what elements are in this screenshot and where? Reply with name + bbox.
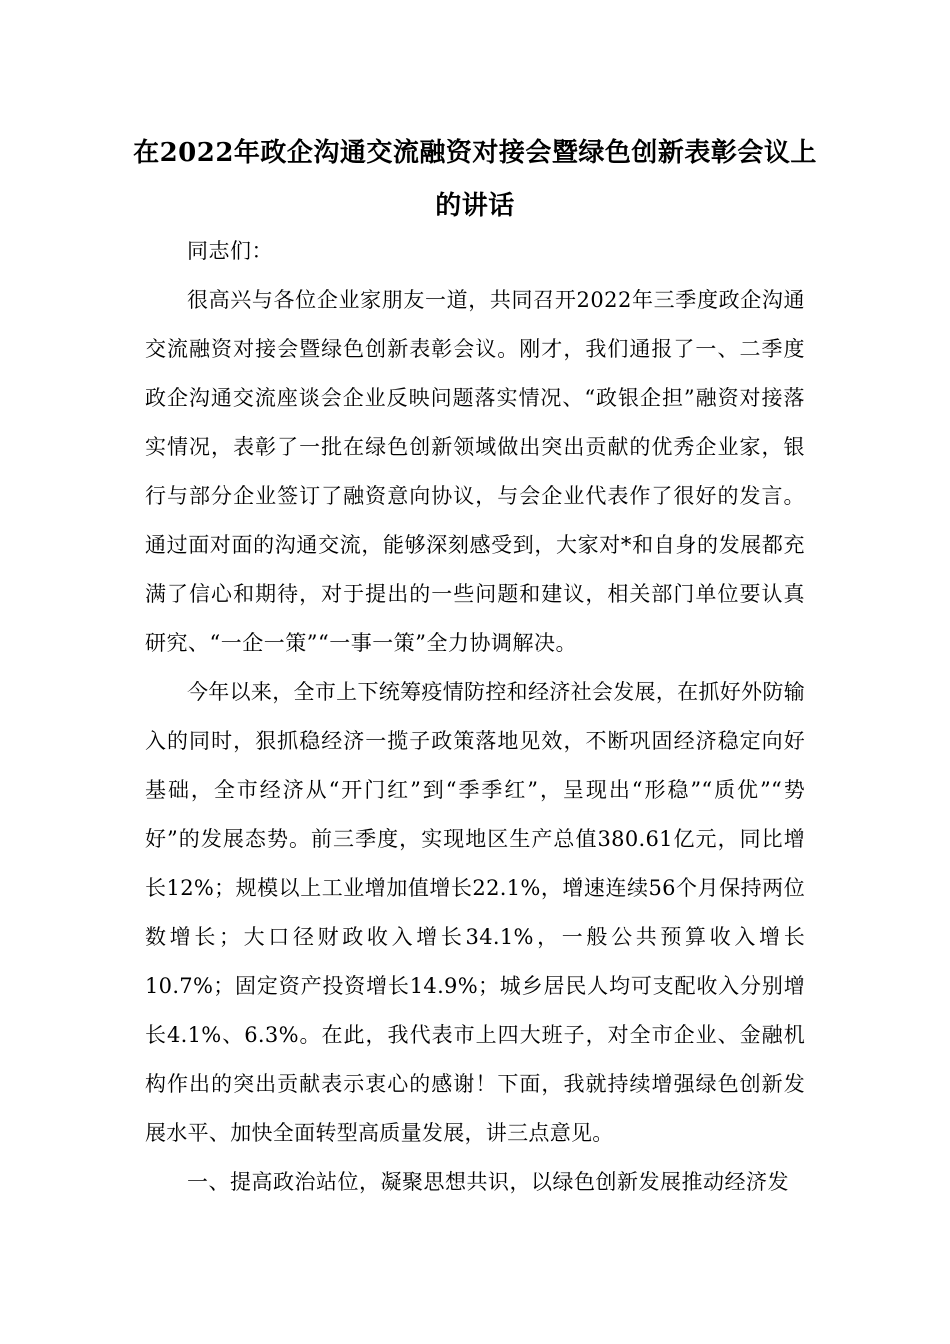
document-body bbox=[145, 227, 805, 1207]
salutation-paragraph: 同志们： bbox=[187, 239, 273, 263]
opening-paragraph: 很高兴与各位企业家朋友一道，共同召开2022年三季度政企沟通交流融资对接会暨绿色创新表彰会议。刚才，我们通报了一、二季度政企沟通交流座谈会企业反映问题落实情况、“政银企担”融资对接落实情况，表彰了一批在绿色创新领域做出突出贡献的优秀企业家，银行与部分企业签订了融资意向协议，与会企业代表作了很好的发言。通过面对面的沟通交流，能够深刻感受到，大家对*和自身的发展都充满了信心和期待，对于提出的一些问题和建议，相关部门单位要认真研究、“一企一策”“一事一策”全力协调解决。 bbox=[145, 288, 805, 655]
document-title: 在2022年政企沟通交流融资对接会暨绿色创新表彰会议上的讲话 bbox=[133, 138, 817, 221]
section-heading-paragraph: 一、提高政治站位，凝聚思想共识，以绿色创新发展推动经济发 bbox=[187, 1170, 789, 1194]
economic-summary-paragraph: 今年以来，全市上下统筹疫情防控和经济社会发展，在抓好外防输入的同时，狠抓稳经济一揽子政策落地见效，不断巩固经济稳定向好基础，全市经济从“开门红”到“季季红”，呈现出“形稳”“质优”“势好”的发展态势。前三季度，实现地区生产总值380.61亿元，同比增长12%；规模以上工业增加值增长22.1%，增速连续56个月保持两位数增长；大口径财政收入增长34.1%，一般公共预算收入增长10.7%；固定资产投资增长14.9%；城乡居民人均可支配收入分别增长4.1%、6.3%。在此，我代表市上四大班子，对全市企业、金融机构作出的突出贡献表示衷心的感谢！下面，我就持续增强绿色创新发展水平、加快全面转型高质量发展，讲三点意见。 bbox=[145, 680, 805, 1145]
